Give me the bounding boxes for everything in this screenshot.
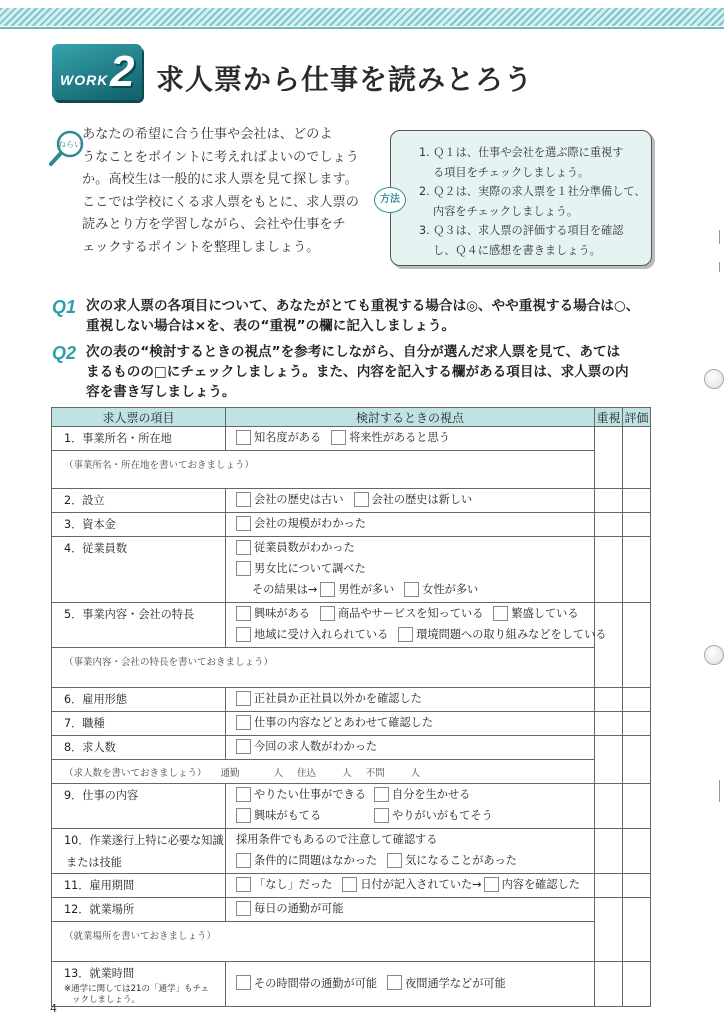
table-header-row <box>52 408 651 427</box>
option-label: 興味がある <box>254 607 310 620</box>
top-decorative-band <box>0 8 724 26</box>
emphasis-cell[interactable] <box>595 537 623 603</box>
row-view <box>226 427 595 451</box>
intro-icon-label: ねらい <box>58 140 82 149</box>
checkbox[interactable] <box>387 975 402 990</box>
q2-line: まるものの□にチェックしましょう。また、内容を記入する欄がある項目は、求人票の内 <box>86 364 629 380</box>
checkbox[interactable] <box>236 853 251 868</box>
edge-mark <box>719 780 720 802</box>
checkbox[interactable] <box>331 430 346 445</box>
checkbox[interactable] <box>236 808 251 823</box>
option-label: 毎日の通勤が可能 <box>254 902 344 915</box>
method-line: 内容をチェックしましょう。 <box>433 204 579 218</box>
method-list <box>419 143 645 260</box>
work-number: 2 <box>110 47 135 96</box>
option-label: 今回の求人数がわかった <box>254 740 378 753</box>
rating-cell[interactable] <box>623 427 651 489</box>
row-item: 6．雇用形態 <box>52 688 226 712</box>
option-label: 夜間通学などが可能 <box>405 976 506 990</box>
header-view: 検討するときの視点 <box>226 408 595 427</box>
option-label: 知名度がある <box>254 431 322 444</box>
q1-line: 重視しない場合は×を、表の“重視”の欄に記入しましょう。 <box>86 318 456 334</box>
checkbox[interactable] <box>236 516 251 531</box>
checkbox[interactable] <box>236 691 251 706</box>
table-row <box>52 648 651 688</box>
row-item: 11．雇用期間 <box>52 874 226 898</box>
emphasis-cell[interactable] <box>595 736 623 784</box>
unit-label: 人 <box>273 768 284 779</box>
checkbox[interactable] <box>236 561 251 576</box>
note-label: 採用条件でもあるので注意して確認する <box>236 833 438 846</box>
row-view <box>226 829 595 874</box>
rating-cell[interactable] <box>623 712 651 736</box>
option-label: 「なし」だった <box>254 878 333 891</box>
edge-mark <box>719 230 720 244</box>
count-label: 通勤 <box>220 768 240 779</box>
method-line: し、Ｑ４に感想を書きましょう。 <box>433 243 601 257</box>
checkbox[interactable] <box>236 739 251 754</box>
checkbox[interactable] <box>320 606 335 621</box>
row-item: 9．仕事の内容 <box>52 784 226 829</box>
option-label: その時間帯の通勤が可能 <box>254 976 378 990</box>
checkbox[interactable] <box>342 877 357 892</box>
row-view <box>226 489 595 513</box>
option-label: 男性が多い <box>338 583 395 596</box>
rating-cell[interactable] <box>623 513 651 537</box>
row-item: 7．職種 <box>52 712 226 736</box>
rating-cell[interactable] <box>623 736 651 784</box>
option-label: 自分を生かせる <box>392 788 471 801</box>
method-tag: 方法 <box>374 187 406 213</box>
rating-cell[interactable] <box>623 603 651 688</box>
write-in-field[interactable]: （事業所名・所在地を書いておきましょう） <box>52 451 595 489</box>
emphasis-cell[interactable] <box>595 829 623 874</box>
top-rule <box>0 27 724 29</box>
emphasis-cell[interactable] <box>595 898 623 962</box>
checkbox[interactable] <box>374 787 389 802</box>
row-view <box>226 712 595 736</box>
page-number: 4 <box>50 1002 57 1015</box>
checkbox[interactable] <box>374 808 389 823</box>
emphasis-cell[interactable] <box>595 688 623 712</box>
write-in-field[interactable] <box>52 760 595 784</box>
intro-line: ここでは学校にくる求人票をもとに、求人票の <box>82 194 359 210</box>
row-item <box>52 829 226 874</box>
job-listing-table <box>51 407 651 1007</box>
row-item-text: または技能 <box>66 856 122 869</box>
checkbox[interactable] <box>398 627 413 642</box>
option-label: やりたい仕事ができる <box>254 788 366 801</box>
option-label: 繁盛している <box>511 607 579 620</box>
checkbox[interactable] <box>236 492 251 507</box>
intro-line: か。高校生は一般的に求人票を見て探します。 <box>82 172 358 187</box>
table-row <box>52 603 651 648</box>
table-row <box>52 688 651 712</box>
option-label: 地域に受け入れられている <box>254 628 389 641</box>
checkbox[interactable] <box>404 582 419 597</box>
option-label: 男女比について調べた <box>254 562 366 575</box>
table-row <box>52 784 651 829</box>
table-row <box>52 736 651 760</box>
row-view <box>226 962 595 1007</box>
checkbox[interactable] <box>236 430 251 445</box>
header-item: 求人票の項目 <box>52 408 226 427</box>
row-item: 12．就業場所 <box>52 898 226 922</box>
row-view <box>226 603 607 648</box>
emphasis-cell[interactable] <box>595 427 623 489</box>
page-title: 求人票から仕事を読みとろう <box>156 63 534 96</box>
option-label: 内容を確認した <box>501 878 580 891</box>
row-view <box>226 898 595 922</box>
emphasis-cell[interactable] <box>595 874 623 898</box>
rating-cell[interactable] <box>623 537 651 603</box>
row-view <box>226 537 595 603</box>
rating-cell[interactable] <box>623 688 651 712</box>
row-view <box>226 688 595 712</box>
emphasis-cell[interactable] <box>595 513 623 537</box>
work-badge <box>52 44 142 100</box>
binder-hole <box>704 369 724 389</box>
table-row <box>52 489 651 513</box>
checkbox[interactable] <box>236 715 251 730</box>
checkbox[interactable] <box>236 540 251 555</box>
intro-text <box>82 124 374 259</box>
row-item <box>52 962 226 1007</box>
row-item-note: ックしましょう。 <box>72 995 141 1005</box>
table-row <box>52 962 651 1007</box>
method-box <box>390 130 652 266</box>
count-label: 不問 <box>365 768 385 779</box>
unit-label: 人 <box>410 768 421 779</box>
header-rating: 評価 <box>623 408 651 427</box>
row-view <box>226 784 595 829</box>
checkbox[interactable] <box>236 901 251 916</box>
row-item: 8．求人数 <box>52 736 226 760</box>
table-row <box>52 427 651 451</box>
intro-line: あなたの希望に合う仕事や会社は、どのよ <box>82 127 333 142</box>
row-view <box>226 874 595 898</box>
row-item-text: 10．作業遂行上特に必要な知識 <box>64 834 224 847</box>
checkbox[interactable] <box>236 975 251 990</box>
edge-mark <box>719 262 720 272</box>
option-label: 正社員か正社員以外かを確認した <box>254 692 422 705</box>
row-view <box>226 513 595 537</box>
checkbox[interactable] <box>236 627 251 642</box>
method-item <box>419 182 645 221</box>
checkbox[interactable] <box>236 787 251 802</box>
row-item-note: ※通学に関しては21の「通学」もチェ <box>64 984 210 994</box>
table-row <box>52 829 651 874</box>
method-item <box>419 221 645 260</box>
write-in-field[interactable]: （事業内容・会社の特長を書いておきましょう） <box>52 648 595 688</box>
row-item-text: 13．就業時間 <box>64 967 135 980</box>
row-item: 3．資本金 <box>52 513 226 537</box>
rating-cell[interactable] <box>623 784 651 829</box>
emphasis-cell[interactable] <box>595 712 623 736</box>
table-row <box>52 513 651 537</box>
rating-cell[interactable] <box>623 962 651 1007</box>
q2-label: Q2 <box>52 343 77 363</box>
option-label: 商品やサービスを知っている <box>337 607 484 620</box>
option-label: やりがいがもてそう <box>392 809 493 822</box>
option-label: 気になることがあった <box>405 854 517 867</box>
method-line: 2. Ｑ２は、実際の求人票を１社分準備して、 <box>419 185 646 198</box>
option-label: 条件的に問題はなかった <box>254 854 378 867</box>
method-line: 1. Ｑ１は、仕事や会社を選ぶ際に重視す <box>419 146 624 159</box>
table-row <box>52 712 651 736</box>
option-label: 従業員数がわかった <box>254 541 355 554</box>
option-label: 女性が多い <box>422 583 479 596</box>
table-row <box>52 537 651 603</box>
rating-cell[interactable] <box>623 874 651 898</box>
unit-label: 人 <box>342 768 352 779</box>
work-word: WORK <box>60 72 109 88</box>
result-label: その結果は→ <box>252 583 318 596</box>
intro-line: ェックするポイントを整理しましょう。 <box>82 239 320 255</box>
checkbox[interactable] <box>493 606 508 621</box>
row-item: 4．従業員数 <box>52 537 226 603</box>
rating-cell[interactable] <box>623 489 651 513</box>
emphasis-cell[interactable] <box>595 784 623 829</box>
table-row <box>52 451 651 489</box>
checkbox[interactable] <box>387 853 402 868</box>
q2-line: 次の表の“検討するときの視点”を参考にしながら、自分が選んだ求人票を見て、あては <box>86 344 621 360</box>
q1-line: 次の求人票の各項目について、あなたがとても重視する場合は◎、やや重視する場合は○、 <box>86 298 640 314</box>
method-item <box>419 143 645 182</box>
emphasis-cell[interactable] <box>595 489 623 513</box>
method-line: る項目をチェックしましょう。 <box>433 165 590 179</box>
checkbox[interactable] <box>236 877 251 892</box>
option-label: 環境問題への取り組みなどをしている <box>416 628 607 641</box>
table-row <box>52 922 651 962</box>
option-label: 日付が記入されていた→ <box>360 878 482 891</box>
q1-label: Q1 <box>52 297 77 317</box>
rating-cell[interactable] <box>623 898 651 962</box>
row-item: 1．事業所名・所在地 <box>52 427 226 451</box>
option-label: 会社の歴史は新しい <box>371 493 473 506</box>
write-in-hint: （求人数を書いておきましょう） <box>64 768 207 779</box>
rating-cell[interactable] <box>623 829 651 874</box>
checkbox[interactable] <box>236 606 251 621</box>
row-item: 2．設立 <box>52 489 226 513</box>
header-emphasis: 重視 <box>595 408 623 427</box>
checkbox[interactable] <box>320 582 335 597</box>
table-row <box>52 874 651 898</box>
emphasis-cell[interactable] <box>595 962 623 1007</box>
option-label: 仕事の内容などとあわせて確認した <box>254 716 434 729</box>
method-line: 3. Ｑ３は、求人票の評価する項目を確認 <box>419 224 624 237</box>
row-view <box>226 736 595 760</box>
checkbox[interactable] <box>484 877 499 892</box>
option-label: 興味がもてる <box>254 809 322 822</box>
count-label: 住込 <box>297 768 317 779</box>
intro-line: 読みとり方を学習しながら、会社や仕事をチ <box>82 217 346 232</box>
option-label: 会社の規模がわかった <box>254 517 366 530</box>
checkbox[interactable] <box>354 492 369 507</box>
row-item: 5．事業内容・会社の特長 <box>52 603 226 648</box>
option-label: 将来性があると思う <box>349 431 450 444</box>
binder-hole <box>704 645 724 665</box>
emphasis-cell[interactable] <box>595 603 623 688</box>
q2-text <box>86 342 629 402</box>
intro-line: うなことをポイントに考えればよいのでしょう <box>82 149 359 165</box>
table-row <box>52 898 651 922</box>
write-in-field[interactable]: （就業場所を書いておきましょう） <box>52 922 595 962</box>
q2-line: 容を書き写しましょう。 <box>86 384 236 400</box>
table-row <box>52 760 651 784</box>
q1-text <box>86 296 639 336</box>
option-label: 会社の歴史は古い <box>254 493 344 506</box>
